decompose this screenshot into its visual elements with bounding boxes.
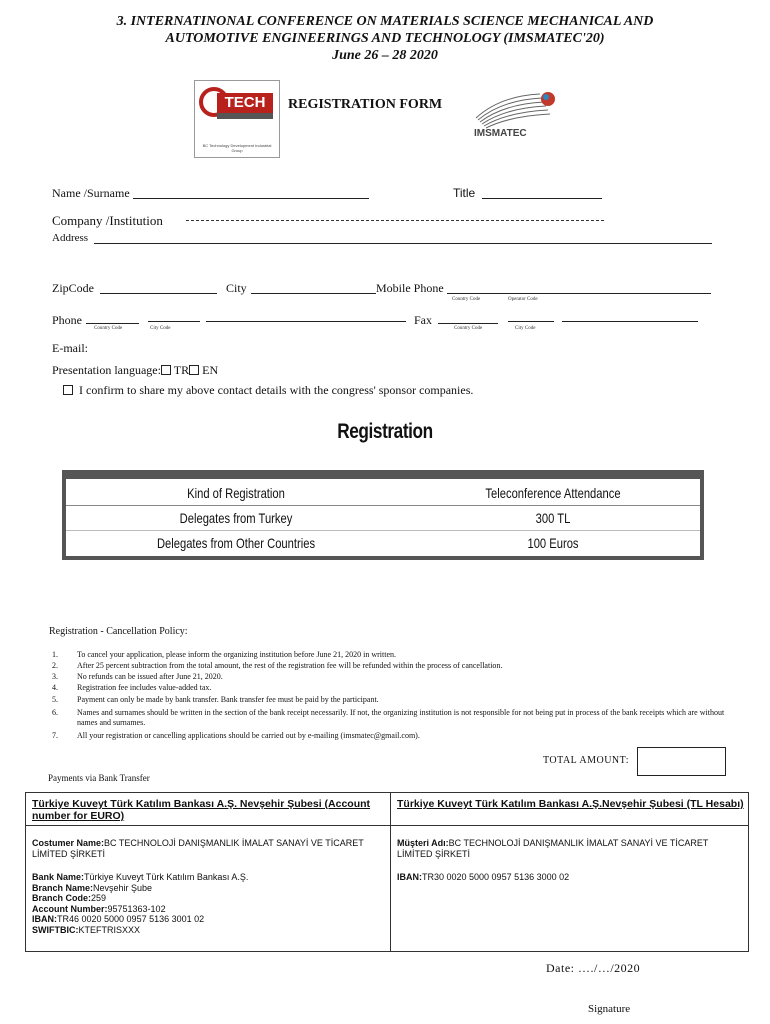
- date-field: Date: …./…/2020: [546, 961, 641, 975]
- tl-customer-label: Müşteri Adı:: [397, 838, 449, 848]
- city-label: City: [226, 281, 247, 295]
- policy-number: 6.: [52, 708, 58, 717]
- imsmatec-logo-text: IMSMATEC: [474, 128, 527, 139]
- policy-item: To cancel your application, please inform the organizing institution before June 21, 2020 in written.: [77, 650, 396, 659]
- phone-city-line[interactable]: [148, 321, 200, 322]
- presentation-language: [52, 363, 218, 378]
- tl-iban-value: TR30 0020 5000 0957 5136 3000 02: [422, 872, 570, 882]
- euro-customer: [32, 838, 384, 859]
- bank-column-divider: [390, 793, 391, 951]
- tr-label: TR: [173, 363, 190, 377]
- policy-item: Registration fee includes value-added tax.: [77, 683, 212, 692]
- row-kind: Delegates from Turkey: [179, 510, 293, 526]
- phone-label: Phone: [52, 313, 82, 327]
- euro-customer-label: Costumer Name:: [32, 838, 105, 848]
- euro-customer-value: BC TECHNOLOJİ DANIŞMANLIK İMALAT SANAYİ VE TİCARET LİMİTED ŞİRKETİ: [32, 838, 364, 859]
- euro-bank-name: [32, 872, 384, 883]
- signature-label: Signature: [588, 1003, 631, 1015]
- header-kind: Kind of Registration: [187, 485, 285, 501]
- euro-branch-name: [32, 883, 384, 894]
- name-input-line[interactable]: [133, 198, 369, 199]
- policy-number: 1.: [52, 650, 58, 659]
- mobile-phone-input-line[interactable]: [447, 293, 711, 294]
- tech-logo-text: TECH: [217, 93, 273, 113]
- euro-bank-name-label: Bank Name:: [32, 872, 85, 882]
- policy-item: Names and surnames should be written in the section of the bank receipt necessarily. If not, the organizing institution is not responsible for not being put in process of the bank receipts which are without names and surnames.: [77, 708, 725, 727]
- imsmatec-logo-icon: [470, 90, 560, 150]
- euro-account-header: Türkiye Kuveyt Türk Katılım Bankası A.Ş. Nevşehir Şubesi (Account number for EURO): [32, 798, 371, 822]
- table-top-border: [66, 474, 700, 479]
- euro-bank-details: [32, 872, 384, 935]
- euro-iban-value: TR46 0020 5000 0957 5136 3001 02: [57, 914, 205, 924]
- imsmatec-logo: [470, 90, 560, 150]
- tech-logo: [194, 80, 280, 158]
- total-amount-label: TOTAL AMOUNT:: [543, 755, 630, 766]
- mobile-phone-label: Mobile Phone: [376, 281, 444, 295]
- tl-iban: [397, 872, 745, 883]
- bank-info-table: [25, 792, 749, 952]
- euro-branch-name-value: Nevşehir Şube: [93, 882, 153, 893]
- euro-branch-code: [32, 893, 384, 904]
- euro-branch-code-label: Branch Code:: [32, 893, 92, 903]
- tl-customer: [397, 838, 745, 859]
- fax-number-line[interactable]: [562, 321, 698, 322]
- euro-branch-code-value: 259: [91, 893, 107, 903]
- euro-account-number-value: 95751363-102: [107, 903, 166, 914]
- euro-account-number: [32, 904, 384, 915]
- consent-row: [63, 383, 473, 398]
- conference-dates: June 26 – 28 2020: [332, 48, 438, 63]
- tech-logo-bar: [217, 113, 273, 119]
- city-input-line[interactable]: [251, 293, 376, 294]
- euro-swift-label: SWIFTBIC:: [32, 924, 79, 935]
- row-fee: 100 Euros: [527, 535, 579, 551]
- fax-city-line[interactable]: [508, 321, 554, 322]
- mobile-country-code-hint: Country Code: [452, 297, 481, 302]
- phone-country-code-hint: Country Code: [94, 326, 123, 331]
- header-attendance: Teleconference Attendance: [485, 485, 621, 501]
- policy-item: No refunds can be issued after June 21, 2020.: [77, 672, 223, 681]
- company-label: Company /Institution: [52, 213, 163, 228]
- zipcode-label: ZipCode: [52, 281, 94, 295]
- fax-country-line[interactable]: [438, 323, 498, 324]
- tr-checkbox[interactable]: [161, 365, 171, 375]
- registration-heading: Registration: [337, 420, 433, 443]
- policy-item: After 25 percent subtraction from the total amount, the rest of the registration fee will be refunded within the process of cancellation.: [77, 661, 503, 670]
- registration-table: [62, 470, 704, 560]
- euro-swift: [32, 925, 384, 936]
- euro-iban-label: IBAN:: [32, 914, 57, 924]
- conference-title-line1: 3. INTERNATINONAL CONFERENCE ON MATERIALS SCIENCE MECHANICAL AND: [116, 14, 654, 29]
- euro-account-number-label: Account Number:: [32, 903, 108, 914]
- tl-customer-value: BC TECHNOLOJİ DANIŞMANLIK İMALAT SANAYİ VE TİCARET LİMİTED ŞİRKETİ: [397, 838, 709, 859]
- euro-branch-name-label: Branch Name:: [32, 882, 94, 893]
- table-row: [66, 531, 700, 555]
- policy-item: Payment can only be made by bank transfer. Bank transfer fee must be paid by the participant.: [77, 695, 379, 704]
- fax-city-code-hint: City Code: [515, 326, 536, 331]
- policy-title: Registration - Cancellation Policy:: [49, 626, 188, 637]
- policy-number: 2.: [52, 661, 58, 670]
- consent-label: I confirm to share my above contact details with the congress' sponsor companies.: [79, 383, 474, 397]
- policy-number: 3.: [52, 672, 58, 681]
- title-input-line[interactable]: [482, 198, 602, 199]
- company-input-line[interactable]: [186, 220, 604, 221]
- title-label: Title: [453, 186, 476, 200]
- fax-label: Fax: [414, 313, 432, 327]
- form-title: REGISTRATION FORM: [288, 97, 443, 112]
- email-label: E-mail:: [52, 341, 88, 355]
- euro-iban: [32, 914, 384, 925]
- row-kind: Delegates from Other Countries: [156, 535, 316, 551]
- phone-country-line[interactable]: [86, 323, 139, 324]
- payments-label: Payments via Bank Transfer: [48, 773, 150, 783]
- tl-iban-label: IBAN:: [397, 872, 422, 882]
- policy-number: 4.: [52, 683, 58, 692]
- policy-item: All your registration or cancelling applications should be carried out by e-mailing (imsmatec@gmail.com).: [77, 731, 420, 740]
- table-row: [66, 506, 700, 531]
- mobile-operator-code-hint: Operator Code: [508, 297, 538, 302]
- en-label: EN: [202, 363, 219, 377]
- zipcode-input-line[interactable]: [100, 293, 217, 294]
- tech-logo-caption: BC Technology Development Industrial Group: [202, 143, 272, 153]
- phone-city-code-hint: City Code: [150, 326, 171, 331]
- conference-title-line2: AUTOMOTIVE ENGINEERINGS AND TECHNOLOGY (IMSMATEC'20): [165, 31, 605, 46]
- en-checkbox[interactable]: [189, 365, 199, 375]
- table-header-row: [66, 481, 700, 506]
- row-fee: 300 TL: [535, 510, 571, 526]
- total-amount-box[interactable]: [637, 747, 726, 776]
- fax-country-code-hint: Country Code: [454, 326, 483, 331]
- tl-account-header: Türkiye Kuveyt Türk Katılım Bankası A.Ş.Nevşehir Şubesi (TL Hesabı): [397, 798, 744, 810]
- consent-checkbox[interactable]: [63, 385, 73, 395]
- presentation-language-label: Presentation language:: [52, 363, 161, 377]
- policy-number: 5.: [52, 695, 58, 704]
- euro-swift-value: KTEFTRISXXX: [78, 924, 141, 935]
- address-label: Address: [52, 232, 89, 244]
- policy-number: 7.: [52, 731, 58, 740]
- phone-number-line[interactable]: [206, 321, 406, 322]
- address-input-line[interactable]: [94, 243, 712, 244]
- euro-bank-name-value: Türkiye Kuveyt Türk Katılım Bankası A.Ş.: [84, 872, 249, 882]
- name-label: Name /Surname: [52, 186, 130, 200]
